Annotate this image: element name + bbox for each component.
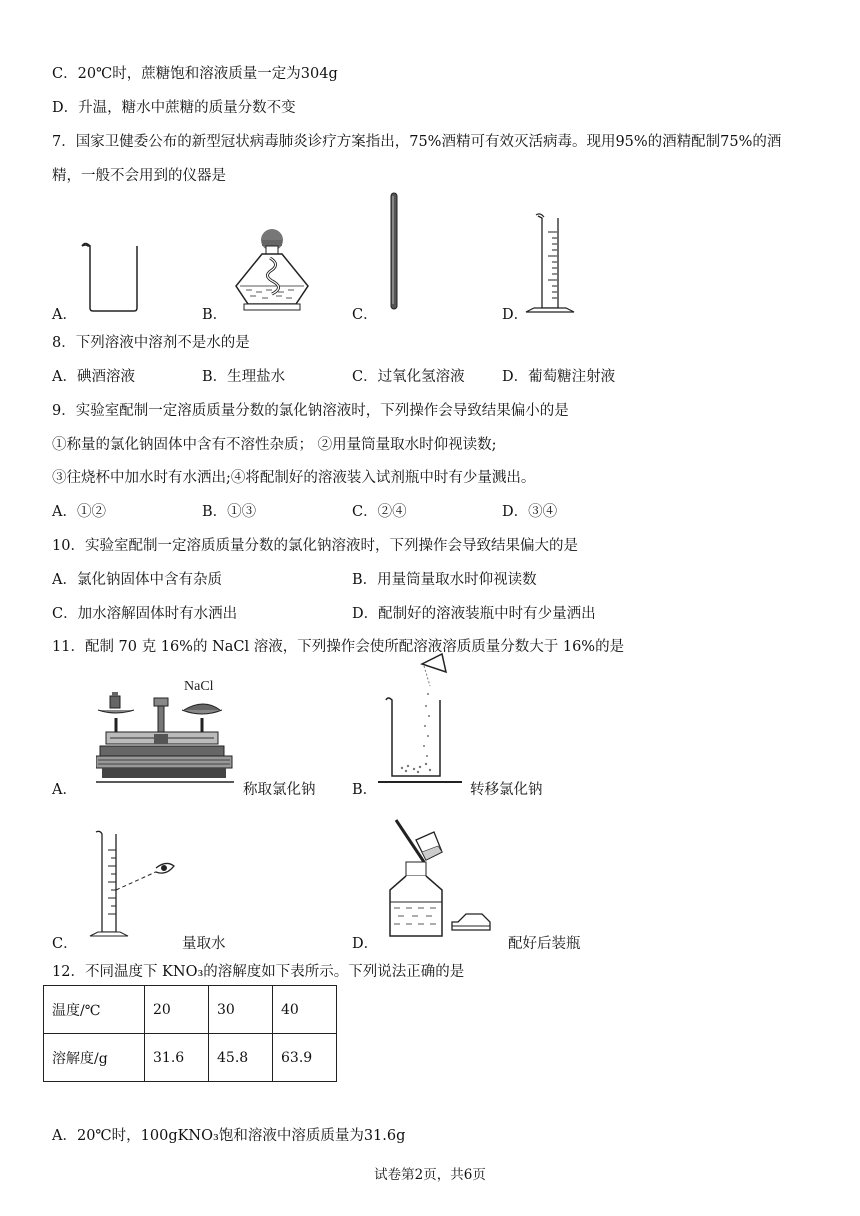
- glass-rod-figure: [388, 192, 400, 310]
- q9-option-d[interactable]: D．③④: [502, 504, 558, 520]
- beaker-figure: [78, 238, 148, 314]
- q10-option-d[interactable]: D．配制好的溶液装瓶中时有少量洒出: [352, 606, 596, 622]
- q10-option-c[interactable]: C．加水溶解固体时有水洒出: [52, 606, 238, 622]
- table-row: [44, 1034, 337, 1082]
- table-cell: 40: [273, 986, 337, 1034]
- kno3-solubility-table: [43, 985, 337, 1082]
- page-footer: 试卷第2页，共6页: [374, 1167, 486, 1183]
- q6-option-c: C．20℃时，蔗糖饱和溶液质量一定为304g: [52, 66, 338, 82]
- nacl-label: NaCl: [184, 679, 214, 694]
- table-cell: 31.6: [145, 1034, 209, 1082]
- q11-stem: 11．配制 70 克 16%的 NaCl 溶液，下列操作会使所配溶液溶质质量分数大于 16%的是: [52, 639, 625, 655]
- table-cell: 溶解度/g: [44, 1034, 145, 1082]
- q9-statement-1: ①称量的氯化钠固体中含有不溶性杂质； ②用量筒量取水时仰视读数;: [52, 437, 497, 453]
- q9-option-c[interactable]: C．②④: [352, 504, 407, 520]
- table-cell: 20: [145, 986, 209, 1034]
- table-cell: 63.9: [273, 1034, 337, 1082]
- q7-option-d[interactable]: D．: [502, 307, 529, 323]
- q9-option-a[interactable]: A．①②: [52, 504, 106, 520]
- q9-option-b[interactable]: B．①③: [202, 504, 257, 520]
- balance-scale-figure: [96, 674, 236, 786]
- q7-option-a[interactable]: A．: [52, 307, 77, 323]
- q8-stem: 8．下列溶液中溶剂不是水的是: [52, 335, 250, 351]
- transfer-nacl-figure: [378, 650, 462, 786]
- q10-option-b[interactable]: B．用量筒量取水时仰视读数: [352, 572, 537, 588]
- q12-stem: 12．不同温度下 KNO₃的溶解度如下表所示。下列说法正确的是: [52, 964, 465, 980]
- q11-caption-d: 配好后装瓶: [508, 936, 581, 952]
- q11-option-b[interactable]: B．: [352, 782, 378, 798]
- q11-option-d[interactable]: D．: [352, 936, 379, 952]
- q6-option-d: D．升温，糖水中蔗糖的质量分数不变: [52, 100, 296, 116]
- graduated-cylinder-figure: [520, 212, 580, 316]
- q8-option-d[interactable]: D．葡萄糖注射液: [502, 369, 616, 385]
- table-row: [44, 986, 337, 1034]
- alcohol-lamp-figure: [232, 228, 312, 316]
- table-cell: 温度/℃: [44, 986, 145, 1034]
- q7-option-c[interactable]: C．: [352, 307, 378, 323]
- q8-option-b[interactable]: B．生理盐水: [202, 369, 286, 385]
- q11-caption-c: 量取水: [182, 936, 226, 952]
- measure-water-figure: [82, 828, 182, 944]
- q11-caption-b: 转移氯化钠: [470, 782, 543, 798]
- q8-option-c[interactable]: C．过氧化氢溶液: [352, 369, 465, 385]
- table-cell: 45.8: [209, 1034, 273, 1082]
- q8-option-a[interactable]: A．碘酒溶液: [52, 369, 135, 385]
- q11-option-a[interactable]: A．: [52, 782, 77, 798]
- q11-caption-a: 称取氯化钠: [243, 782, 316, 798]
- q12-option-a[interactable]: A．20℃时，100gKNO₃饱和溶液中溶质质量为31.6g: [52, 1128, 406, 1144]
- q10-stem: 10．实验室配制一定溶质质量分数的氯化钠溶液时，下列操作会导致结果偏大的是: [52, 538, 578, 554]
- q7-stem-line1: 7．国家卫健委公布的新型冠状病毒肺炎诊疗方案指出，75%酒精可有效灭活病毒。现用95%的酒精配制75%的酒: [52, 134, 782, 150]
- q11-option-c[interactable]: C．: [52, 936, 78, 952]
- q7-option-b[interactable]: B．: [202, 307, 228, 323]
- bottling-solution-figure: [382, 818, 494, 944]
- table-cell: 30: [209, 986, 273, 1034]
- q9-stem: 9．实验室配制一定溶质质量分数的氯化钠溶液时，下列操作会导致结果偏小的是: [52, 403, 569, 419]
- q7-stem-line2: 精，一般不会用到的仪器是: [52, 168, 226, 184]
- q9-statement-2: ③往烧杯中加水时有水洒出;④将配制好的溶液装入试剂瓶中时有少量溅出。: [52, 470, 536, 486]
- q10-option-a[interactable]: A．氯化钠固体中含有杂质: [52, 572, 222, 588]
